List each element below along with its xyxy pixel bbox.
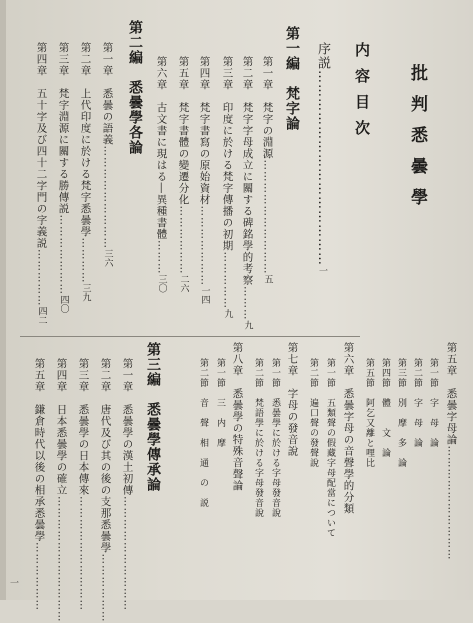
toc-subentry: 第五節 阿乞又離と哩比	[364, 358, 374, 468]
toc-subentry: 第三節 別 摩 多 論	[396, 358, 406, 468]
toc-entry: 第七章 字母の發音說	[286, 342, 299, 457]
toc-subentry: 第一節 悉曇學に於ける字母發音說	[270, 358, 280, 518]
toc-entry: 第三章 悉曇學の日本傳來…………………………	[77, 358, 90, 611]
footer-page-mark: 一	[8, 578, 18, 587]
toc-entry: 第一章 悉曇學の漢土初傳…………………………	[121, 358, 134, 611]
toc-entry: 第四章 日本悉曇學の確立……………………………	[55, 358, 68, 623]
section-divider	[20, 336, 360, 337]
toc-subentry: 第一節 字 母 論	[428, 358, 438, 448]
toc-entry: 第五章 鎌倉時代以後の相承悉曇學………………	[33, 358, 46, 611]
toc-subentry: 第一節 三 内 摩	[215, 358, 225, 448]
toc-subentry: 第二節 音 聲 相 通 の 説	[198, 358, 208, 508]
toc-entry: 第五章 梵字書體の變遷分化………………二六	[177, 56, 190, 293]
toc-entry: 第六章 悉曇字母の音聲學的分類	[342, 342, 355, 515]
preface-page: 一	[317, 266, 327, 275]
toc-entry: 第四章 五十字及び四十二字門の字義説……………四二	[35, 42, 48, 325]
toc-subentry: 第二節 梵語學に於ける字母發音說	[253, 358, 263, 518]
preface-label: 序	[315, 42, 330, 56]
toc-entry: 第五章 悉曇字母論…………………………	[445, 342, 458, 561]
toc-entry: 第四章 梵字書寫の原始資材…………………一四	[198, 56, 211, 304]
toc-entry: 第二章 梵字字母成立に關する碑銘學的考察………九	[241, 56, 254, 330]
part3-title: 第三編 悉曇學傳承論	[145, 342, 161, 492]
toc-entry: 第二章 上代印度に於ける梵字悉曇學…………三九	[79, 42, 92, 302]
toc-entry: 第一章 梵字の淵源…………………………五	[261, 56, 274, 284]
part1-title: 第一編 梵字論	[284, 26, 300, 131]
toc-subentry: 第二節 遍口聲の發聲說	[308, 358, 318, 468]
toc-entry: 第三章 梵字淵源に關する勝傳説…………………四〇	[57, 42, 70, 313]
toc-heading: 内容目次	[353, 42, 371, 146]
toc-subentry: 第一節 五類聲の假藏字母配當について	[325, 358, 335, 538]
part2-title: 第二編 悉曇學各論	[127, 20, 143, 155]
toc-entry: 第一章 悉曇の語義………………………三六	[101, 42, 114, 267]
toc-entry: 第三章 印度に於ける梵字傳播の初期……………九	[221, 56, 234, 318]
preface-dots: 説……………………………………	[315, 56, 330, 266]
toc-entry: 第二章 唐代及び其の後の支那悉曇學………………	[99, 358, 112, 623]
toc-subentry: 第四節 體 文 論	[380, 358, 390, 458]
page-gutter	[0, 0, 6, 600]
preface-entry	[316, 42, 329, 275]
toc-entry: 第六章 古文書に現はる―異種書體………三〇	[155, 56, 168, 293]
toc-subentry: 第二節 字 母 論	[412, 358, 422, 448]
book-title: 批判悉曇學	[407, 64, 427, 219]
toc-entry: 第八章 悉曇學の特殊音聲論	[231, 342, 244, 492]
